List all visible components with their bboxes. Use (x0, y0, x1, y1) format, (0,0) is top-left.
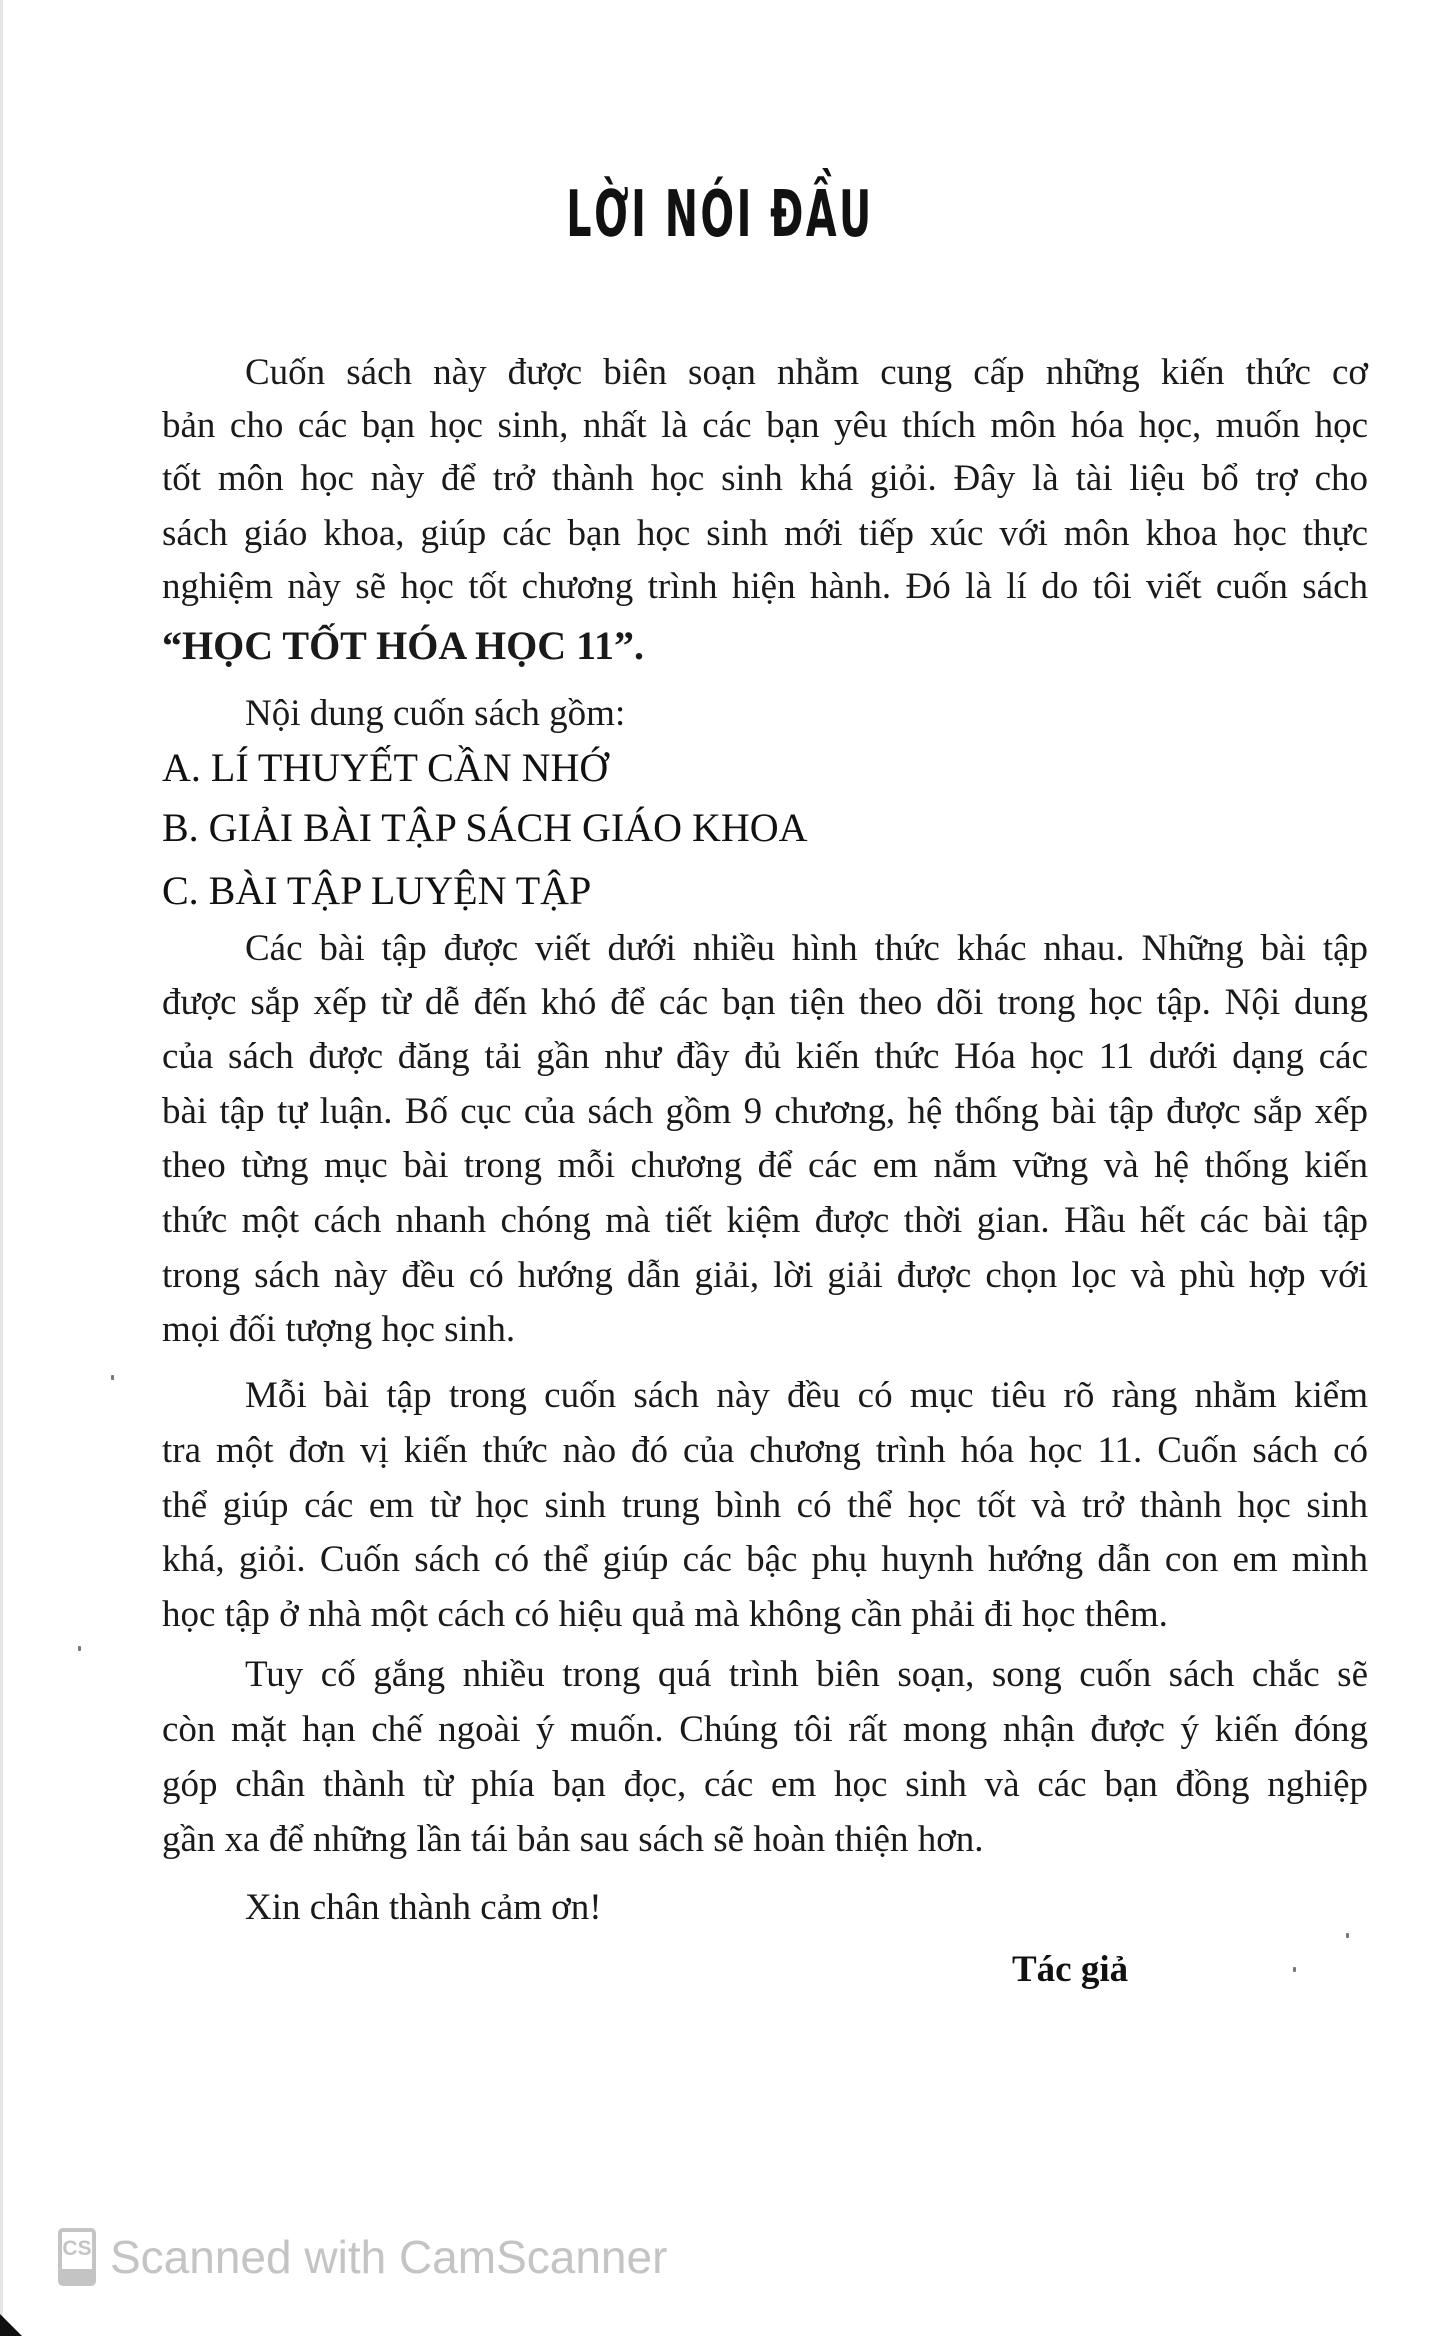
intro-line: tốt môn học này để trở thành học sinh khá giỏi. Đây là tài liệu bổ trợ cho (162, 458, 1368, 499)
scan-speck (1293, 1967, 1296, 1972)
paragraph2-line: được sắp xếp từ dễ đến khó để các bạn tiện theo dõi trong học tập. Nội dung (162, 982, 1368, 1023)
camscanner-watermark (58, 2228, 667, 2286)
contents-intro: Nội dung cuốn sách gồm: (245, 693, 626, 734)
camscanner-logo-text: CS (62, 2237, 92, 2260)
paragraph4-line: còn mặt hạn chế ngoài ý muốn. Chúng tôi rất mong nhận được ý kiến đóng (162, 1709, 1368, 1750)
signature: Tác giả (1012, 1949, 1129, 1990)
paragraph4-line: gần xa để những lần tái bản sau sách sẽ hoàn thiện hơn. (162, 1819, 984, 1860)
paragraph3-line: thể giúp các em từ học sinh trung bình có thể học tốt và trở thành học sinh (162, 1485, 1368, 1526)
paragraph3-line: Mỗi bài tập trong cuốn sách này đều có mục tiêu rõ ràng nhằm kiểm (245, 1375, 1368, 1416)
contents-item-c: C. BÀI TẬP LUYỆN TẬP (162, 868, 592, 913)
paragraph4-line: góp chân thành từ phía bạn đọc, các em học sinh và các bạn đồng nghiệp (162, 1764, 1368, 1805)
intro-line: bản cho các bạn học sinh, nhất là các bạn yêu thích môn hóa học, muốn học (162, 405, 1368, 446)
paragraph3-line: học tập ở nhà một cách có hiệu quả mà không cần phải đi học thêm. (162, 1594, 1168, 1635)
paragraph2-line: trong sách này đều có hướng dẫn giải, lời giải được chọn lọc và phù hợp với (162, 1255, 1368, 1296)
paragraph2-line: bài tập tự luận. Bố cục của sách gồm 9 chương, hệ thống bài tập được sắp xếp (162, 1091, 1368, 1132)
watermark-text: Scanned with CamScanner (110, 2231, 668, 2283)
contents-item-b: B. GIẢI BÀI TẬP SÁCH GIÁO KHOA (162, 805, 808, 850)
scan-speck (78, 1646, 81, 1651)
scan-speck (111, 1375, 114, 1380)
intro-line: Cuốn sách này được biên soạn nhằm cung cấp những kiến thức cơ (245, 352, 1368, 393)
paragraph3-line: khá, giỏi. Cuốn sách có thể giúp các bậc phụ huynh hướng dẫn con em mình (162, 1539, 1368, 1580)
paragraph2-line: của sách được đăng tải gần như đầy đủ kiến thức Hóa học 11 dưới dạng các (162, 1036, 1368, 1077)
closing-line: Xin chân thành cảm ơn! (245, 1887, 602, 1928)
page-title: LỜI NÓI ĐẦU (566, 178, 874, 252)
scan-speck (1346, 1933, 1349, 1938)
page-corner-shadow (0, 2314, 22, 2336)
camscanner-logo-icon (58, 2228, 96, 2286)
page-edge-shadow (0, 0, 3, 2336)
paragraph3-line: tra một đơn vị kiến thức nào đó của chương trình hóa học 11. Cuốn sách có (162, 1430, 1368, 1471)
paragraph2-line: Các bài tập được viết dưới nhiều hình thức khác nhau. Những bài tập (245, 928, 1368, 969)
intro-line: sách giáo khoa, giúp các bạn học sinh mới tiếp xúc với môn khoa học thực (162, 513, 1368, 554)
book-title-line: “HỌC TỐT HÓA HỌC 11”. (162, 623, 644, 668)
contents-item-a: A. LÍ THUYẾT CẦN NHỚ (162, 745, 609, 790)
paragraph2-line: theo từng mục bài trong mỗi chương để các em nắm vững và hệ thống kiến (162, 1145, 1368, 1186)
paragraph2-line: mọi đối tượng học sinh. (162, 1309, 516, 1350)
paragraph2-line: thức một cách nhanh chóng mà tiết kiệm được thời gian. Hầu hết các bài tập (162, 1200, 1368, 1241)
paragraph4-line: Tuy cố gắng nhiều trong quá trình biên soạn, song cuốn sách chắc sẽ (245, 1654, 1368, 1695)
intro-line: nghiệm này sẽ học tốt chương trình hiện hành. Đó là lí do tôi viết cuốn sách (162, 566, 1368, 607)
